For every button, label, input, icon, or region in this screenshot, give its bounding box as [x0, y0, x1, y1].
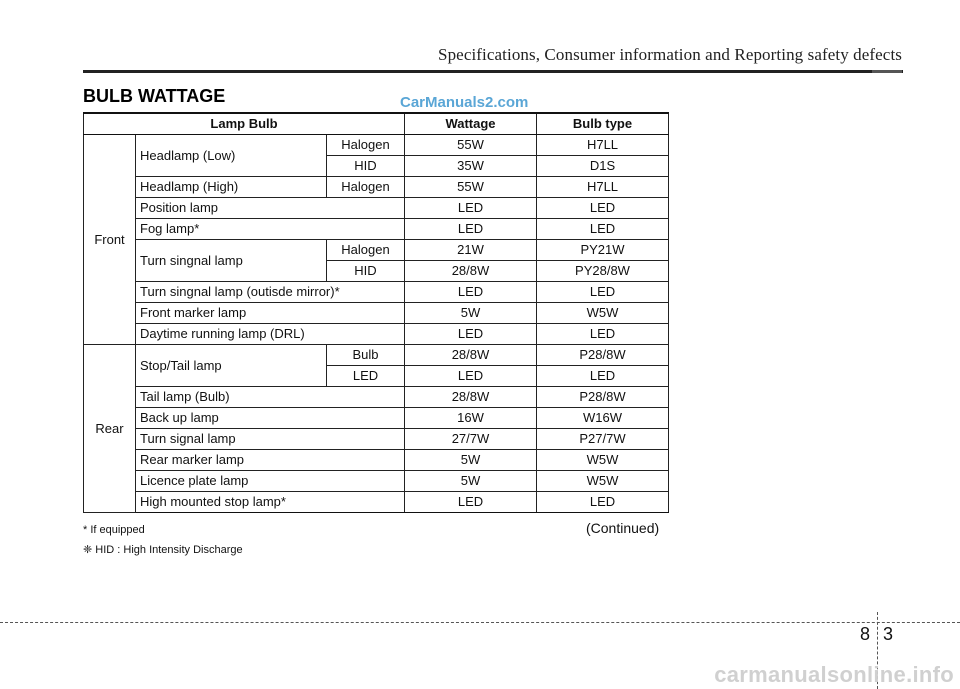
lamp-name: Stop/Tail lamp	[136, 345, 327, 387]
wattage-cell: 28/8W	[405, 345, 537, 366]
page-number: 3	[883, 624, 894, 644]
table-row	[84, 219, 669, 240]
lamp-name: Turn signal lamp	[136, 429, 405, 450]
lamp-name: Turn singnal lamp (outisde mirror)*	[136, 282, 405, 303]
footnote-hid: ❈ HID : High Intensity Discharge	[83, 544, 243, 556]
lamp-name: Position lamp	[136, 198, 405, 219]
table-row	[84, 429, 669, 450]
header-rule	[83, 70, 903, 73]
wattage-cell: LED	[405, 492, 537, 513]
bulb-type-cell: H7LL	[537, 177, 669, 198]
bulb-type-cell: LED	[537, 324, 669, 345]
wattage-cell: 35W	[405, 156, 537, 177]
bulb-type-cell: LED	[537, 198, 669, 219]
section-title: BULB WATTAGE	[83, 86, 226, 106]
lamp-subtype: Bulb	[327, 345, 405, 366]
lamp-name: Turn singnal lamp	[136, 240, 327, 282]
table-row	[84, 177, 669, 198]
running-header-title: Specifications, Consumer information and Reporting safety defects	[438, 45, 902, 64]
lamp-subtype: Halogen	[327, 135, 405, 156]
wattage-cell: 5W	[405, 450, 537, 471]
bulb-type-cell: P27/7W	[537, 429, 669, 450]
table-row	[84, 324, 669, 345]
table-row	[84, 450, 669, 471]
bulb-type-cell: LED	[537, 492, 669, 513]
wattage-cell: LED	[405, 366, 537, 387]
table-row	[84, 408, 669, 429]
watermark-bottom: carmanualsonline.info	[714, 662, 954, 687]
header-wattage: Wattage	[405, 113, 537, 135]
header-rule-accent	[872, 70, 902, 73]
lamp-name: Tail lamp (Bulb)	[136, 387, 405, 408]
lamp-name: Headlamp (Low)	[136, 135, 327, 177]
bulb-type-cell: W5W	[537, 450, 669, 471]
bulb-type-cell: P28/8W	[537, 345, 669, 366]
wattage-cell: 28/8W	[405, 387, 537, 408]
table-row	[84, 135, 669, 156]
lamp-name: Rear marker lamp	[136, 450, 405, 471]
wattage-cell: LED	[405, 324, 537, 345]
bulb-wattage-table	[83, 112, 669, 513]
table-row	[84, 345, 669, 366]
wattage-cell: LED	[405, 219, 537, 240]
wattage-cell: 27/7W	[405, 429, 537, 450]
table-row	[84, 240, 669, 261]
bulb-type-cell: W16W	[537, 408, 669, 429]
bulb-type-cell: LED	[537, 282, 669, 303]
table-row	[84, 303, 669, 324]
lamp-name: Fog lamp*	[136, 219, 405, 240]
header-lamp-bulb: Lamp Bulb	[84, 113, 405, 135]
wattage-cell: LED	[405, 282, 537, 303]
wattage-cell: 21W	[405, 240, 537, 261]
bulb-type-cell: H7LL	[537, 135, 669, 156]
bulb-type-cell: LED	[537, 366, 669, 387]
table-header-row	[84, 113, 669, 135]
wattage-cell: 55W	[405, 135, 537, 156]
wattage-cell: LED	[405, 198, 537, 219]
header-bulb-type: Bulb type	[537, 113, 669, 135]
bulb-type-cell: LED	[537, 219, 669, 240]
table-row	[84, 282, 669, 303]
bulb-type-cell: PY28/8W	[537, 261, 669, 282]
lamp-subtype: HID	[327, 261, 405, 282]
lamp-name: Back up lamp	[136, 408, 405, 429]
table-row	[84, 198, 669, 219]
watermark-top: CarManuals2.com	[400, 94, 529, 111]
lamp-subtype: HID	[327, 156, 405, 177]
table-row	[84, 471, 669, 492]
continued-label: (Continued)	[586, 520, 660, 536]
bulb-type-cell: P28/8W	[537, 387, 669, 408]
wattage-cell: 16W	[405, 408, 537, 429]
lamp-subtype: Halogen	[327, 240, 405, 261]
bulb-type-cell: W5W	[537, 471, 669, 492]
wattage-cell: 28/8W	[405, 261, 537, 282]
wattage-cell: 5W	[405, 303, 537, 324]
lamp-subtype: Halogen	[327, 177, 405, 198]
lamp-subtype: LED	[327, 366, 405, 387]
footnote-if-equipped: * If equipped	[83, 524, 145, 536]
wattage-cell: 55W	[405, 177, 537, 198]
table-row	[84, 387, 669, 408]
bulb-type-cell: W5W	[537, 303, 669, 324]
chapter-number: 8	[860, 624, 871, 644]
wattage-cell: 5W	[405, 471, 537, 492]
lamp-name: Front marker lamp	[136, 303, 405, 324]
lamp-name: Licence plate lamp	[136, 471, 405, 492]
lamp-name: Daytime running lamp (DRL)	[136, 324, 405, 345]
bulb-type-cell: PY21W	[537, 240, 669, 261]
group-rear: Rear	[84, 345, 136, 513]
table-row	[84, 492, 669, 513]
bulb-type-cell: D1S	[537, 156, 669, 177]
group-front: Front	[84, 135, 136, 345]
footer-divider	[0, 622, 960, 623]
lamp-name: Headlamp (High)	[136, 177, 327, 198]
lamp-name: High mounted stop lamp*	[136, 492, 405, 513]
